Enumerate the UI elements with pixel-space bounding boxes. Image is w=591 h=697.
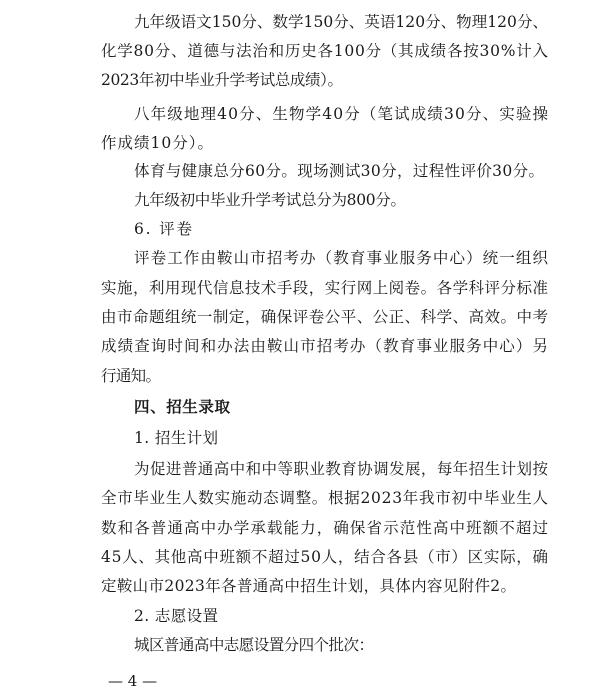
text-line: 2023年初中毕业升学考试总成绩）。 xyxy=(101,71,343,89)
text-line: 2. 志愿设置 xyxy=(134,607,219,625)
text-line: 城区普通高中志愿设置分四个批次： xyxy=(134,636,374,654)
text-line: 成绩查询时间和办法由鞍山市招考办（教育事业服务中心）另 xyxy=(101,337,550,355)
page-number: — 4 — xyxy=(108,672,158,690)
text-line: 全市毕业生人数实施动态调整。根据2023年我市初中毕业生人 xyxy=(101,489,549,507)
text-line: 6. 评卷 xyxy=(134,220,194,238)
text-line: 为促进普通高中和中等职业教育协调发展，每年招生计划按 xyxy=(134,460,549,478)
text-line: 45人、其他高中班额不超过50人，结合各县（市）区实际，确 xyxy=(101,548,549,566)
text-line: 作成绩10分）。 xyxy=(101,134,214,152)
text-line: 定鞍山市2023年各普通高中招生计划，具体内容见附件2。 xyxy=(101,577,517,595)
text-line: 由市命题组统一制定，确保评卷公平、公正、科学、高效。中考 xyxy=(101,308,549,326)
text-line: 评卷工作由鞍山市招考办（教育事业服务中心）统一组织 xyxy=(134,249,550,267)
text-line: 1. 招生计划 xyxy=(134,429,219,447)
text-line: 实施，利用现代信息技术手段，实行网上阅卷。各学科评分标准 xyxy=(101,279,549,297)
text-line: 四、招生录取 xyxy=(134,397,231,416)
text-line: 九年级初中毕业升学考试总分为800分。 xyxy=(134,191,406,209)
text-line: 体育与健康总分60分。现场测试30分，过程性评价30分。 xyxy=(134,162,545,180)
text-line: 八年级地理40分、生物学40分（笔试成绩30分、实验操 xyxy=(134,105,550,123)
text-line: 化学80分、道德与法治和历史各100分（其成绩各按30%计入 xyxy=(101,42,549,60)
text-line: 九年级语文150分、数学150分、英语120分、物理120分、 xyxy=(134,13,549,31)
text-line: 数和各普通高中办学承载能力，确保省示范性高中班额不超过 xyxy=(101,519,550,537)
text-line: 行通知。 xyxy=(101,367,161,385)
